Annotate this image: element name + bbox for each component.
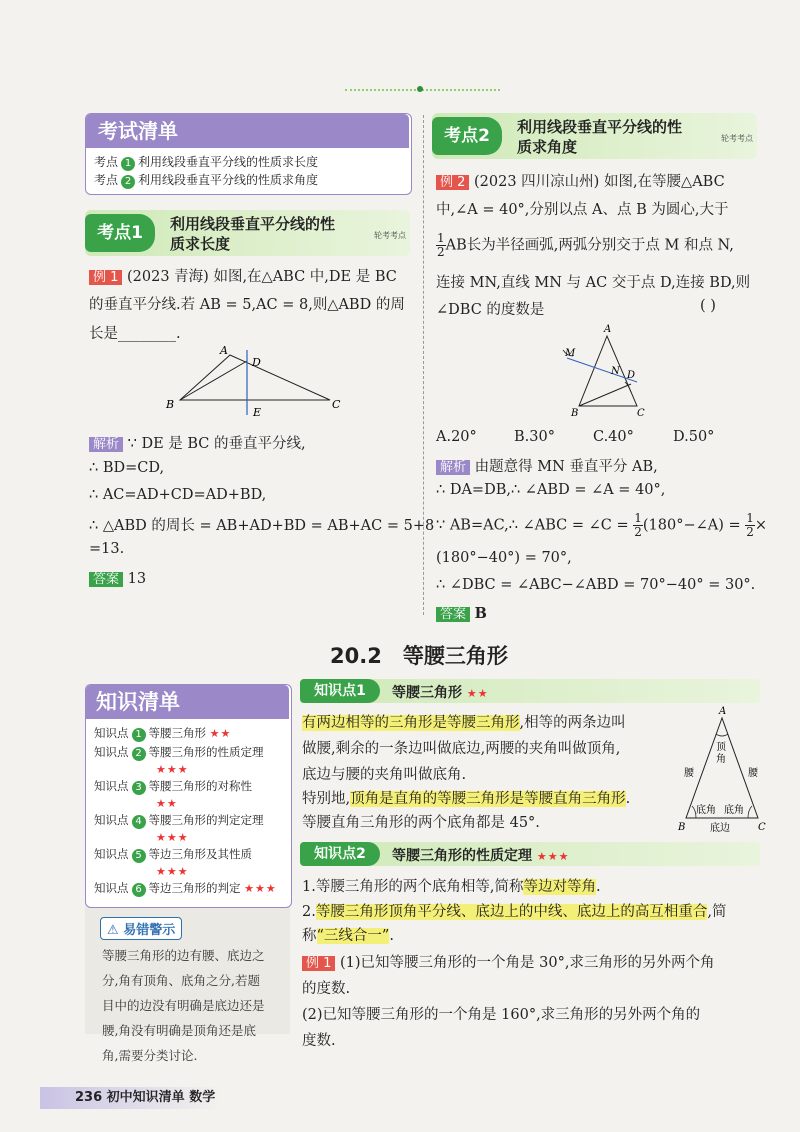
example-2-line: 中,∠A = 40°,分别以点 A、点 B 为圆心,大于 (436, 202, 729, 218)
footer (40, 1087, 220, 1109)
leg-right-label: 腰 (748, 768, 758, 779)
knowledge-item: 知识点 6 等边三角形的判定 ★★★ (94, 881, 277, 895)
label-e: E (253, 406, 262, 419)
kp2-tag: 知识点2 (300, 842, 380, 866)
figure-isosceles-mn (555, 322, 665, 422)
label-a: A (719, 706, 727, 717)
option-d: D.50° (673, 429, 715, 445)
label-c: C (758, 822, 766, 833)
kp2-example-line: 的度数. (302, 981, 351, 997)
section-title: 20.2 等腰三角形 (330, 644, 508, 668)
option-c: C.40° (593, 429, 634, 445)
knowledge-item: 知识点 5 等边三角形及其性质 (94, 847, 252, 861)
kp2-title: 等腰三角形的性质定理 ★★★ (392, 848, 570, 864)
point1-tag: 考点1 (85, 214, 155, 252)
kp2-line: 1.等腰三角形的两个底角相等,简称等边对等角. (302, 879, 601, 895)
column-divider (423, 115, 424, 615)
knowledge-list-box: 知识清单 知识点 1 等腰三角形 ★★ 知识点 2 等腰三角形的性质定理 ★★★ 知识点 3 等腰三角形的对称性 ★★ 知识点 4 等腰三角形的判定定理 ★★★ 知识点 5 等边三角形及其性质 ★★★ 知识点 6 等边三角形的判定 ★★★ (85, 684, 292, 908)
label-d: D (627, 370, 636, 381)
label-b: B (678, 822, 686, 833)
figure-triangle-abc (160, 340, 345, 420)
example-2-line: ∠DBC 的度数是 (436, 302, 545, 318)
label-c: C (637, 408, 645, 419)
solution-line: ∴ △ABD 的周长 = AB+AD+BD = AB+AC = 5+8 (89, 518, 435, 534)
label-n: N (611, 366, 620, 377)
kp2-line: 称“三线合一”. (302, 928, 394, 944)
top-decoration (345, 89, 500, 95)
point2-header (432, 113, 757, 159)
kp1-line: 做腰,剩余的一条边叫做底边,两腰的夹角叫做顶角, (302, 741, 621, 757)
solution-line: ∴ AC=AD+CD=AD+BD, (89, 487, 267, 503)
label-m: M (565, 348, 576, 359)
warning-text: 等腰三角形的边有腰、底边之 分,角有顶角、底角之分,若题 目中的边没有明确是底边还是 腰,角没有明确是顶角还是底 角,需要分类讨论. (102, 948, 265, 1063)
base-angle-right-label: 底角 (724, 805, 744, 816)
knowledge-item: 知识点 3 等腰三角形的对称性 (94, 779, 252, 793)
label-c: C (332, 398, 341, 411)
apex-label: 顶 (716, 742, 726, 753)
kp1-line: 底边与腰的夹角叫做底角. (302, 767, 467, 783)
solution-line: (180°−40°) = 70°, (436, 550, 572, 566)
solution-line: =13. (89, 541, 125, 557)
base-label: 底边 (710, 823, 730, 834)
solution-tag: 解析 (89, 437, 123, 452)
example-1-line: 的垂直平分线.若 AB = 5,AC = 8,则△ABD 的周 (89, 297, 405, 313)
answer-tag: 答案 (89, 572, 123, 587)
point1-mark: 轮考考点 (374, 231, 406, 240)
label-b: B (571, 408, 579, 419)
kp1-tag: 知识点1 (300, 679, 380, 703)
example-2-line: $\frac{1}{2}$ AB长为半径画弧,两弧分别交于点 M 和点 N, (437, 231, 734, 259)
solution-line: 解析 由题意得 MN 垂直平分 AB, (436, 455, 658, 476)
answer-paren: ( ) (700, 298, 716, 314)
subject: 数学 (189, 1090, 216, 1105)
kp2-example-line: (2)已知等腰三角形的一个角是 160°,求三角形的另外两个角的 (302, 1007, 701, 1023)
kp1-line: 特别地,顶角是直角的等腰三角形是等腰直角三角形. (302, 791, 631, 807)
kp2-example-line: 例 1 (1)已知等腰三角形的一个角是 30°,求三角形的另外两个角 (302, 951, 714, 972)
example-2-line: 连接 MN,直线 MN 与 AC 交于点 D,连接 BD,则 (436, 275, 751, 291)
point1-title: 利用线段垂直平分线的性 质求长度 (170, 215, 336, 253)
kp2-header (300, 842, 760, 866)
apex-label: 角 (716, 754, 726, 765)
solution-line: ∴ ∠DBC = ∠ABC−∠ABD = 70°−40° = 30°. (436, 577, 756, 593)
knowledge-item: 知识点 2 等腰三角形的性质定理 (94, 745, 264, 759)
label-d: D (252, 356, 261, 369)
exam-checklist-box (85, 113, 412, 195)
kp2-line: 2.等腰三角形顶角平分线、底边上的中线、底边上的高互相重合,简 (302, 904, 727, 920)
page-number: 236 (75, 1090, 103, 1105)
point2-tag: 考点2 (432, 117, 502, 155)
answer-line: 答案 B (436, 603, 487, 622)
kp1-line: 有两边相等的三角形是等腰三角形,相等的两条边叫 (302, 715, 626, 731)
solution-tag: 解析 (436, 460, 470, 475)
knowledge-item: 知识点 1 等腰三角形 ★★ (94, 726, 232, 740)
example-tag: 例 2 (436, 175, 469, 190)
label-a: A (604, 324, 612, 335)
example-tag: 例 1 (302, 956, 335, 971)
kp2-example-line: 度数. (302, 1033, 336, 1049)
warning-icon: ⚠ (107, 923, 119, 938)
example-2-line: 例 2 (2023 四川凉山州) 如图,在等腰△ABC (436, 170, 725, 191)
option-a: A.20° (436, 429, 477, 445)
solution-line: ∴ DA=DB,∴ ∠ABD = ∠A = 40°, (436, 482, 666, 498)
point2-title: 利用线段垂直平分线的性 质求角度 (517, 118, 683, 156)
example-tag: 例 1 (89, 270, 122, 285)
example-1-line: 例 1 (2023 青海) 如图,在△ABC 中,DE 是 BC (89, 265, 397, 286)
knowledge-title: 知识清单 (86, 685, 289, 719)
point1-header (85, 210, 410, 256)
solution-line: 解析 ∵ DE 是 BC 的垂直平分线, (89, 432, 306, 453)
answer-tag: 答案 (436, 607, 470, 622)
checklist-item: 考点 2 利用线段垂直平分线的性质求角度 (94, 173, 319, 187)
base-angle-left-label: 底角 (696, 805, 716, 816)
solution-line: ∴ BD=CD, (89, 460, 165, 476)
solution-line: ∵ AB=AC,∴ ∠ABC = ∠C = $\frac{1}{2}$ (180°−∠A) = $\frac{1}{2}$ × (436, 511, 768, 539)
book-title: 初中知识清单 (106, 1090, 185, 1105)
point2-mark: 轮考考点 (721, 134, 753, 143)
figure-isosceles-triangle (672, 706, 772, 834)
kp1-line: 等腰直角三角形的两个底角都是 45°. (302, 815, 540, 831)
checklist-item: 考点 1 利用线段垂直平分线的性质求长度 (94, 155, 319, 169)
knowledge-item: 知识点 4 等腰三角形的判定定理 (94, 813, 264, 827)
example-1-line: 长是________. (89, 326, 181, 342)
leg-left-label: 腰 (684, 768, 694, 779)
warning-title: ⚠ 易错警示 (100, 917, 182, 940)
kp1-header (300, 679, 760, 703)
kp1-title: 等腰三角形 ★★ (392, 685, 489, 701)
answer-line: 答案 13 (89, 568, 146, 587)
label-b: B (166, 398, 175, 411)
label-a: A (220, 344, 228, 357)
option-b: B.30° (514, 429, 555, 445)
exam-checklist-title: 考试清单 (86, 114, 409, 148)
